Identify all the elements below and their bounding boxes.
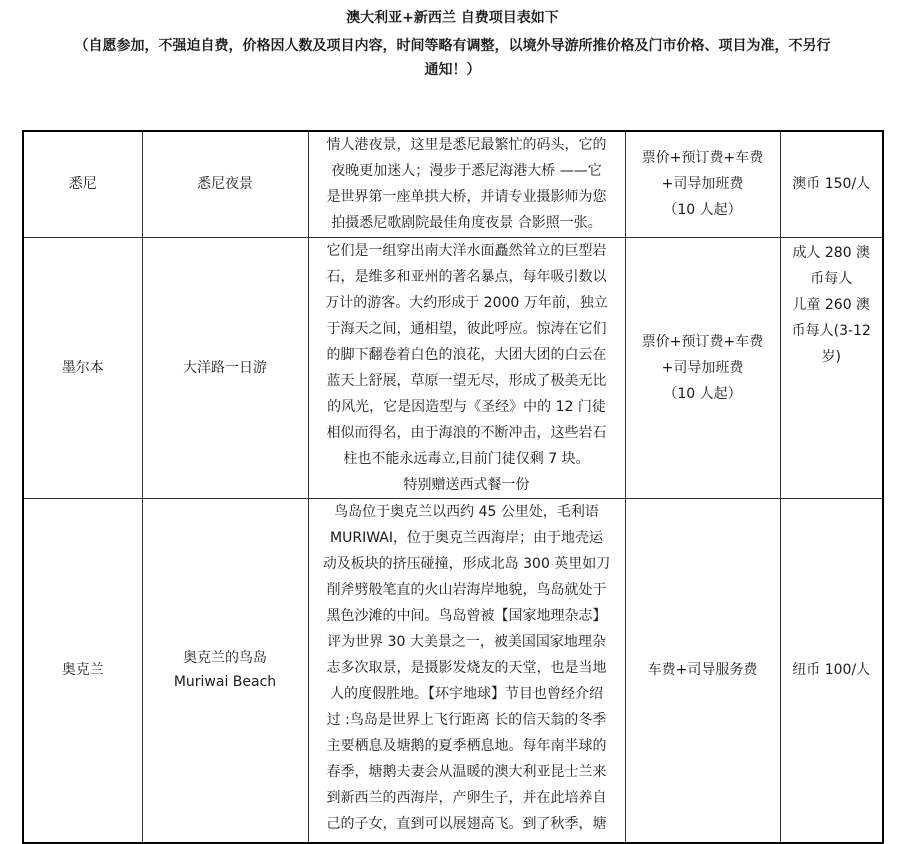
item-cell: 大洋路一日游 (142, 237, 308, 498)
description-line: 到新西兰的西海岸，产卵生子，并在此培养自 (326, 789, 607, 806)
description-line: 己的子女，直到可以展翅高飞。到了秋季，塘 (326, 815, 607, 832)
description-line: 的脚下翻卷着白色的浪花，大团大团的白云在 (326, 346, 607, 363)
city-cell: 悉尼 (23, 131, 142, 237)
description-line: 相似而得名，由于海浪的不断冲击，这些岩石 (326, 424, 607, 441)
description-line: 蓝天上舒展，草原一望无尽，形成了极美无比 (326, 372, 607, 389)
fee-line: +司导加班费 (661, 359, 744, 376)
description-line: 过 :鸟岛是世界上飞行距离 长的信天翁的冬季 (326, 711, 607, 728)
fee-cell (625, 498, 780, 843)
description-line: 拍摄悉尼歌剧院最佳角度夜景 合影照一张。 (331, 215, 602, 232)
fee-line: （10 人起） (663, 202, 742, 219)
table-row (23, 498, 883, 843)
document-title: 澳大利亚+新西兰 自费项目表如下 (346, 10, 559, 26)
item-cell: 悉尼夜景 (142, 131, 308, 237)
self-pay-items-table (22, 130, 884, 844)
description-line: 情人港夜景，这里是悉尼最繁忙的码头，它的 (326, 137, 607, 154)
description-line: 是世界第一座单拱大桥，并请专业摄影师为您 (326, 189, 607, 206)
description-line: 的风光，它是因造型与《圣经》中的 12 门徒 (327, 398, 606, 415)
description-line: 它们是一组穿出南大洋水面矗然耸立的巨型岩 (326, 242, 607, 259)
description-line: 动及板块的挤压碰撞，形成北岛 300 英里如刀 (322, 555, 611, 572)
item-name-zh: 奥克兰的鸟岛 (183, 650, 267, 667)
fee-line: 车费+司导服务费 (647, 662, 758, 679)
fee-line: （10 人起） (663, 385, 742, 402)
description-line: 人的度假胜地。【环宇地球】节目也曾经介绍 (330, 685, 603, 702)
price-line: 成人 280 澳 (792, 244, 871, 261)
description-extra: 特别赠送西式餐一份 (403, 476, 530, 493)
price-line: 儿童 260 澳 (792, 296, 871, 313)
price-line: 岁) (821, 348, 841, 365)
price-line: 澳币 150/人 (792, 176, 871, 193)
description-line: 评为世界 30 大美景之一，被美国国家地理杂 (327, 633, 606, 650)
description-line: 鸟岛位于奥克兰以西约 45 公里处，毛利语 (334, 503, 599, 520)
price-line: 纽币 100/人 (792, 662, 871, 679)
description-line: 志多次取景，是摄影发烧友的天堂，也是当地 (326, 659, 607, 676)
city-cell: 墨尔本 (23, 237, 142, 498)
fee-line: +司导加班费 (661, 176, 744, 193)
description-cell (308, 498, 625, 843)
description-line: 夜晚更加迷人；漫步于悉尼海港大桥 ——它 (331, 163, 602, 180)
price-line: 币每人 (810, 270, 853, 287)
table-row (23, 237, 883, 498)
price-cell (780, 131, 883, 237)
description-line: 主要栖息及塘鹅的夏季栖息地。每年南半球的 (326, 737, 607, 754)
fee-line: 票价+预订费+车费 (641, 150, 764, 167)
document-note: （自愿参加，不强迫自费，价格因人数及项目内容，时间等略有调整，以境外导游所推价格及门市价格、项目为准，不另行通知！） (74, 38, 831, 78)
fee-cell (625, 237, 780, 498)
description-line: 柱也不能永远毒立,目前门徒仅剩 7 块。 (343, 450, 590, 467)
table-row (23, 131, 883, 237)
fee-line: 票价+预订费+车费 (641, 333, 764, 350)
description-line: MURIWAI，位于奥克兰西海岸；由于地壳运 (330, 529, 603, 546)
item-cell (142, 498, 308, 843)
description-line: 黑色沙滩的中间。鸟岛曾被【国家地理杂志】 (326, 607, 607, 624)
price-line: 币每人(3-12 (791, 322, 871, 339)
item-name-en: Muriwai Beach (173, 674, 277, 691)
price-cell (780, 237, 883, 498)
city-cell: 奥克兰 (23, 498, 142, 843)
description-cell (308, 237, 625, 498)
description-line: 削斧劈般笔直的火山岩海岸地貌，鸟岛就处于 (326, 581, 607, 598)
price-cell (780, 498, 883, 843)
fee-cell (625, 131, 780, 237)
description-cell (308, 131, 625, 237)
description-line: 春季，塘鹅夫妻会从温暖的澳大利亚昆士兰来 (326, 763, 607, 780)
description-line: 于海天之间，通相望，彼此呼应。惊涛在它们 (326, 320, 607, 337)
description-line: 石，是维多和亚州的著名暴点，每年吸引数以 (326, 268, 607, 285)
description-line: 万计的游客。大约形成于 2000 万年前，独立 (325, 294, 608, 311)
